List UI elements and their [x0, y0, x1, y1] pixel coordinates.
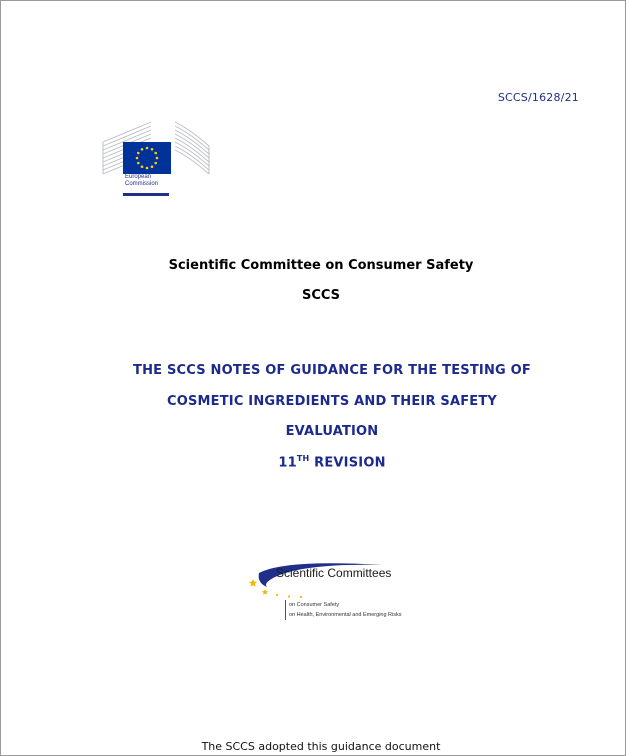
- ec-logo-line2: Commission: [125, 181, 159, 187]
- committee-acronym: SCCS: [301, 288, 341, 303]
- title-line-1: THE SCCS NOTES OF GUIDANCE FOR THE TESTING OF: [133, 363, 531, 378]
- title-line-3: EVALUATION: [285, 424, 379, 439]
- revision-word: REVISION: [309, 455, 386, 471]
- sc-logo-sub2: on Health, Environmental and Emerging Risks: [289, 612, 402, 618]
- document-reference: SCCS/1628/21: [497, 91, 579, 104]
- sc-logo-sub1: on Consumer Safety: [289, 602, 340, 608]
- ec-logo-line1: European: [125, 174, 152, 180]
- logo-divider: [285, 600, 286, 620]
- revision-number: 11: [278, 455, 297, 471]
- european-commission-logo: [99, 120, 213, 200]
- committee-name: Scientific Committee on Consumer Safety: [168, 258, 474, 273]
- footer-text: The SCCS adopted this guidance document: [201, 740, 441, 753]
- scientific-committees-name: Scientific Committees: [276, 566, 392, 580]
- revision-line: [1, 454, 625, 470]
- ec-logo-caption: [125, 174, 158, 188]
- revision-suffix: TH: [296, 454, 310, 463]
- title-line-2: COSMETIC INGREDIENTS AND THEIR SAFETY: [166, 394, 498, 409]
